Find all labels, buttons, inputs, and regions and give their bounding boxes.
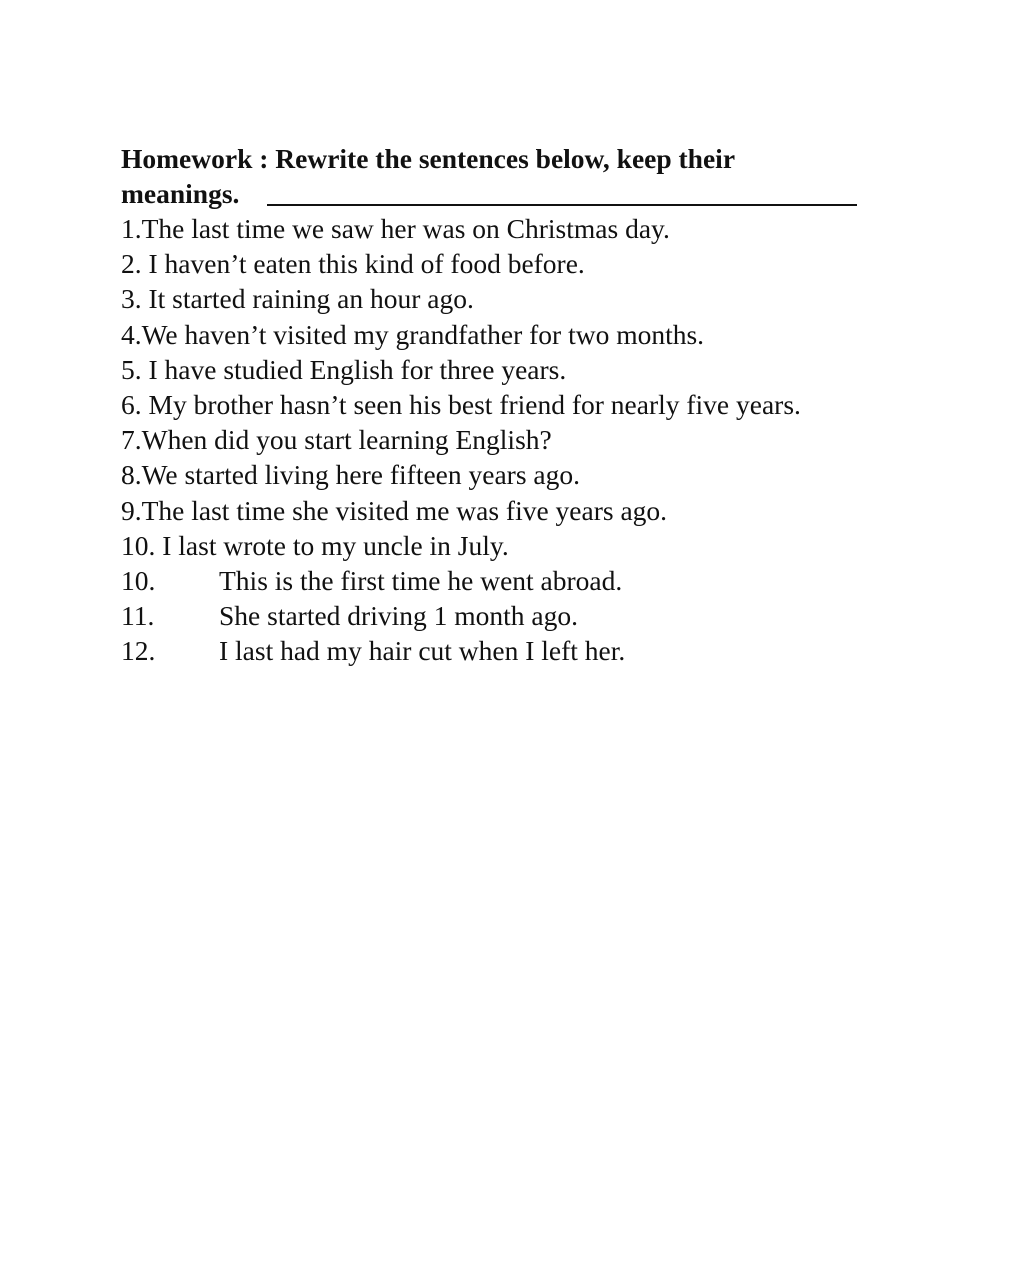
worksheet-title-line-2 xyxy=(121,176,881,211)
sentence-item-10b xyxy=(121,563,881,598)
answer-blank-line xyxy=(267,204,857,206)
sentence-item-7: 7.When did you start learning English? xyxy=(121,424,552,456)
worksheet-content xyxy=(121,141,881,669)
sentence-item-1: 1.The last time we saw her was on Christmas day. xyxy=(121,213,670,244)
sentence-item-6: 6. My brother hasn’t seen his best friend for nearly five years. xyxy=(121,389,801,421)
worksheet-title-part2: meanings. xyxy=(121,178,240,209)
sentence-text: She started driving 1 month ago. xyxy=(219,600,578,632)
sentence-item-5: 5. I have studied English for three years. xyxy=(121,353,567,385)
sentence-number: 10. xyxy=(121,565,156,597)
sentence-number: 11. xyxy=(121,600,155,632)
sentence-text: This is the first time he went abroad. xyxy=(219,565,623,597)
sentence-number: 12. xyxy=(121,635,156,667)
sentence-item-8: 8.We started living here fifteen years ago. xyxy=(121,459,580,491)
sentence-list xyxy=(121,211,881,669)
sentence-text: I last had my hair cut when I left her. xyxy=(219,635,626,667)
sentence-item-11 xyxy=(121,598,881,633)
worksheet-title-line-1 xyxy=(121,141,881,176)
sentence-item-2: 2. I haven’t eaten this kind of food before. xyxy=(121,248,585,280)
sentence-item-12 xyxy=(121,633,881,668)
worksheet-title-part1: Homework : Rewrite the sentences below, keep their xyxy=(121,143,736,174)
sentence-item-10: 10. I last wrote to my uncle in July. xyxy=(121,529,509,561)
sentence-item-4: 4.We haven’t visited my grandfather for two months. xyxy=(121,318,705,350)
sentence-item-9: 9.The last time she visited me was five years ago. xyxy=(121,494,668,526)
sentence-item-3: 3. It started raining an hour ago. xyxy=(121,283,474,315)
